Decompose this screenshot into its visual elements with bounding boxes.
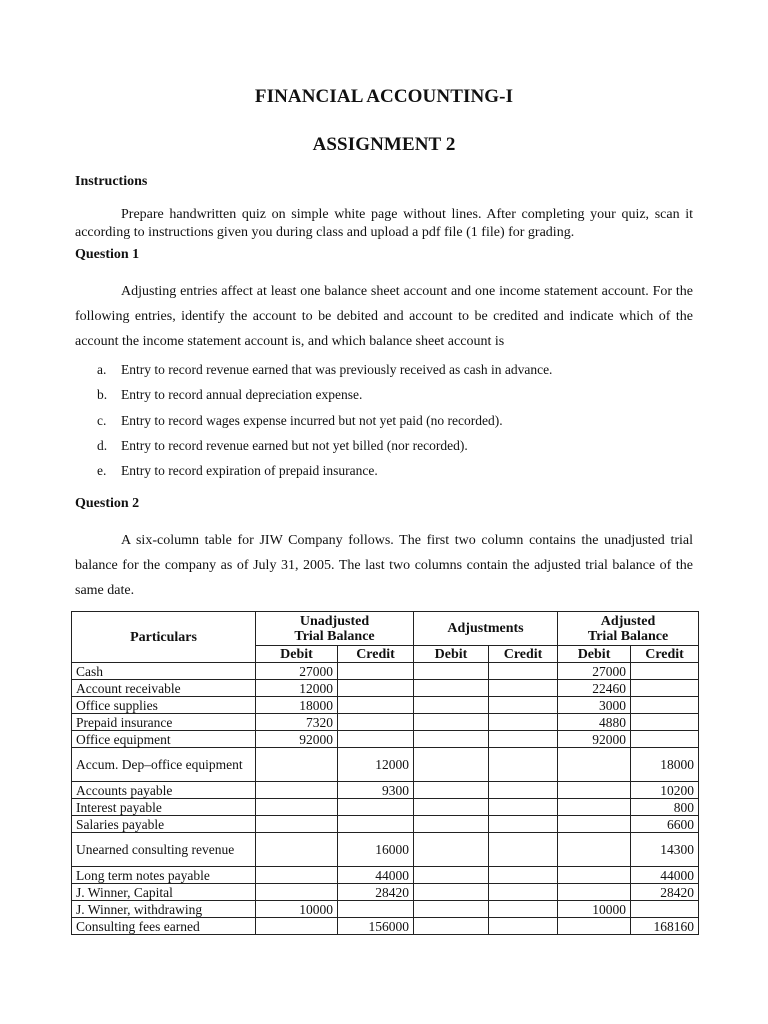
list-item xyxy=(97,387,687,412)
cell-amount xyxy=(338,731,414,748)
cell-amount xyxy=(256,816,338,833)
cell-amount xyxy=(414,816,489,833)
cell-amount xyxy=(414,714,489,731)
cell-amount xyxy=(414,748,489,782)
cell-amount xyxy=(338,816,414,833)
header-credit: Credit xyxy=(631,646,699,663)
question1-heading: Question 1 xyxy=(75,247,140,262)
cell-amount xyxy=(489,867,558,884)
cell-amount xyxy=(338,663,414,680)
list-item xyxy=(97,413,687,438)
cell-amount: 10000 xyxy=(256,901,338,918)
table-row xyxy=(72,731,699,748)
cell-amount: 18000 xyxy=(631,748,699,782)
table-row xyxy=(72,918,699,935)
cell-amount xyxy=(631,901,699,918)
header-unadjusted-line2: Trial Balance xyxy=(294,628,375,644)
cell-particular: Consulting fees earned xyxy=(72,918,256,935)
table-row xyxy=(72,901,699,918)
table-row xyxy=(72,680,699,697)
table-row xyxy=(72,799,699,816)
document-subtitle: ASSIGNMENT 2 xyxy=(312,134,456,155)
instructions-text xyxy=(75,206,693,242)
cell-particular: Accounts payable xyxy=(72,782,256,799)
cell-amount xyxy=(414,918,489,935)
cell-amount xyxy=(256,799,338,816)
cell-amount xyxy=(489,833,558,867)
list-marker: e. xyxy=(97,463,107,479)
list-item-text: Entry to record annual depreciation expense. xyxy=(121,387,363,403)
cell-amount: 22460 xyxy=(558,680,631,697)
cell-amount xyxy=(631,714,699,731)
cell-particular: Cash xyxy=(72,663,256,680)
list-marker: c. xyxy=(97,412,107,428)
question2-text-content: A six-column table for JIW Company follows. The first two column contains the unadjusted trial balance for the company as of July 31, 2005. The last two columns contain the adjusted trial balance of the same date. xyxy=(75,533,693,598)
cell-amount xyxy=(489,799,558,816)
list-marker: b. xyxy=(97,387,108,403)
cell-amount: 4880 xyxy=(558,714,631,731)
cell-amount xyxy=(631,680,699,697)
header-unadjusted-line1: Unadjusted xyxy=(299,613,370,629)
cell-amount xyxy=(489,714,558,731)
table-row xyxy=(72,663,699,680)
cell-amount xyxy=(631,731,699,748)
question1-text-content: Adjusting entries affect at least one balance sheet account and one income statement account. For the following entries, identify the account to be debited and account to be credited and indicate which of the account the income statement account is, and which balance sheet account is xyxy=(75,284,693,349)
cell-amount xyxy=(558,918,631,935)
cell-amount: 800 xyxy=(631,799,699,816)
cell-amount xyxy=(558,833,631,867)
cell-amount xyxy=(489,816,558,833)
cell-amount xyxy=(414,799,489,816)
list-item-text: Entry to record revenue earned but not yet billed (nor recorded). xyxy=(121,437,468,453)
cell-amount xyxy=(489,680,558,697)
cell-particular: J. Winner, withdrawing xyxy=(72,901,256,918)
list-item xyxy=(97,463,687,488)
cell-amount: 18000 xyxy=(256,697,338,714)
trial-balance-table xyxy=(71,611,699,935)
cell-amount: 44000 xyxy=(338,867,414,884)
header-adjusted xyxy=(558,612,699,646)
list-marker: d. xyxy=(97,437,108,453)
cell-amount xyxy=(414,782,489,799)
cell-amount: 12000 xyxy=(338,748,414,782)
cell-amount xyxy=(338,714,414,731)
instructions-heading: Instructions xyxy=(75,174,148,189)
list-item xyxy=(97,438,687,463)
header-unadjusted xyxy=(256,612,414,646)
cell-amount xyxy=(338,697,414,714)
cell-amount xyxy=(256,833,338,867)
cell-amount xyxy=(631,663,699,680)
cell-amount xyxy=(256,748,338,782)
cell-particular: Prepaid insurance xyxy=(72,714,256,731)
cell-particular: Long term notes payable xyxy=(72,867,256,884)
cell-particular: Office equipment xyxy=(72,731,256,748)
header-adjustments: Adjustments xyxy=(414,612,558,646)
list-item-text: Entry to record revenue earned that was previously received as cash in advance. xyxy=(121,362,553,377)
cell-amount xyxy=(414,731,489,748)
cell-amount xyxy=(256,918,338,935)
cell-amount xyxy=(414,680,489,697)
list-item xyxy=(97,362,687,387)
table-row xyxy=(72,748,699,782)
cell-amount xyxy=(631,697,699,714)
cell-amount xyxy=(256,884,338,901)
cell-amount: 168160 xyxy=(631,918,699,935)
cell-amount xyxy=(414,663,489,680)
table-row xyxy=(72,867,699,884)
question1-text xyxy=(75,279,693,354)
cell-amount xyxy=(489,918,558,935)
cell-amount xyxy=(558,816,631,833)
cell-amount xyxy=(338,799,414,816)
table-row xyxy=(72,884,699,901)
cell-amount: 12000 xyxy=(256,680,338,697)
cell-amount: 14300 xyxy=(631,833,699,867)
header-adjusted-line1: Adjusted xyxy=(600,613,656,629)
cell-amount xyxy=(489,663,558,680)
cell-amount: 27000 xyxy=(558,663,631,680)
header-credit: Credit xyxy=(489,646,558,663)
question2-heading: Question 2 xyxy=(75,496,140,511)
table-row xyxy=(72,833,699,867)
header-debit: Debit xyxy=(256,646,338,663)
cell-amount: 3000 xyxy=(558,697,631,714)
list-item-text: Entry to record expiration of prepaid insurance. xyxy=(121,463,378,479)
cell-amount xyxy=(558,884,631,901)
cell-amount xyxy=(489,697,558,714)
cell-amount xyxy=(256,867,338,884)
question1-list xyxy=(97,362,687,488)
cell-amount xyxy=(414,901,489,918)
cell-particular: Account receivable xyxy=(72,680,256,697)
cell-amount xyxy=(558,782,631,799)
cell-amount xyxy=(256,782,338,799)
cell-amount xyxy=(414,697,489,714)
cell-amount xyxy=(414,833,489,867)
cell-amount xyxy=(489,884,558,901)
cell-particular: Office supplies xyxy=(72,697,256,714)
cell-amount: 10200 xyxy=(631,782,699,799)
table-header-row xyxy=(72,612,699,646)
table-row xyxy=(72,714,699,731)
cell-particular: Salaries payable xyxy=(72,816,256,833)
list-item-text: Entry to record wages expense incurred but not yet paid (no recorded). xyxy=(121,412,503,428)
cell-amount xyxy=(489,901,558,918)
cell-amount xyxy=(489,782,558,799)
cell-amount xyxy=(489,748,558,782)
cell-amount: 92000 xyxy=(256,731,338,748)
cell-particular: Interest payable xyxy=(72,799,256,816)
cell-amount xyxy=(558,867,631,884)
cell-amount: 7320 xyxy=(256,714,338,731)
table-row xyxy=(72,697,699,714)
list-marker: a. xyxy=(97,362,107,377)
cell-amount: 156000 xyxy=(338,918,414,935)
cell-particular: Accum. Dep–office equipment xyxy=(72,748,256,782)
instructions-text-content: Prepare handwritten quiz on simple white page without lines. After completing your quiz, scan it according to instructions given you during class and upload a pdf file (1 file) for grading. xyxy=(75,207,693,240)
cell-amount xyxy=(489,731,558,748)
header-adjusted-line2: Trial Balance xyxy=(587,628,669,644)
cell-amount: 92000 xyxy=(558,731,631,748)
table-row xyxy=(72,782,699,799)
cell-amount: 28420 xyxy=(631,884,699,901)
document-title: FINANCIAL ACCOUNTING-I xyxy=(254,86,514,107)
header-particulars: Particulars xyxy=(72,612,256,663)
cell-amount: 27000 xyxy=(256,663,338,680)
cell-amount: 44000 xyxy=(631,867,699,884)
cell-particular: Unearned consulting revenue xyxy=(72,833,256,867)
table-row xyxy=(72,816,699,833)
cell-amount xyxy=(338,901,414,918)
cell-amount: 28420 xyxy=(338,884,414,901)
cell-amount xyxy=(558,799,631,816)
cell-amount xyxy=(558,748,631,782)
cell-amount: 9300 xyxy=(338,782,414,799)
header-debit: Debit xyxy=(414,646,489,663)
cell-amount xyxy=(338,680,414,697)
cell-amount: 16000 xyxy=(338,833,414,867)
cell-amount xyxy=(414,867,489,884)
question2-text xyxy=(75,528,693,603)
cell-amount: 6600 xyxy=(631,816,699,833)
cell-amount xyxy=(414,884,489,901)
cell-amount: 10000 xyxy=(558,901,631,918)
header-credit: Credit xyxy=(338,646,414,663)
cell-particular: J. Winner, Capital xyxy=(72,884,256,901)
header-debit: Debit xyxy=(558,646,631,663)
